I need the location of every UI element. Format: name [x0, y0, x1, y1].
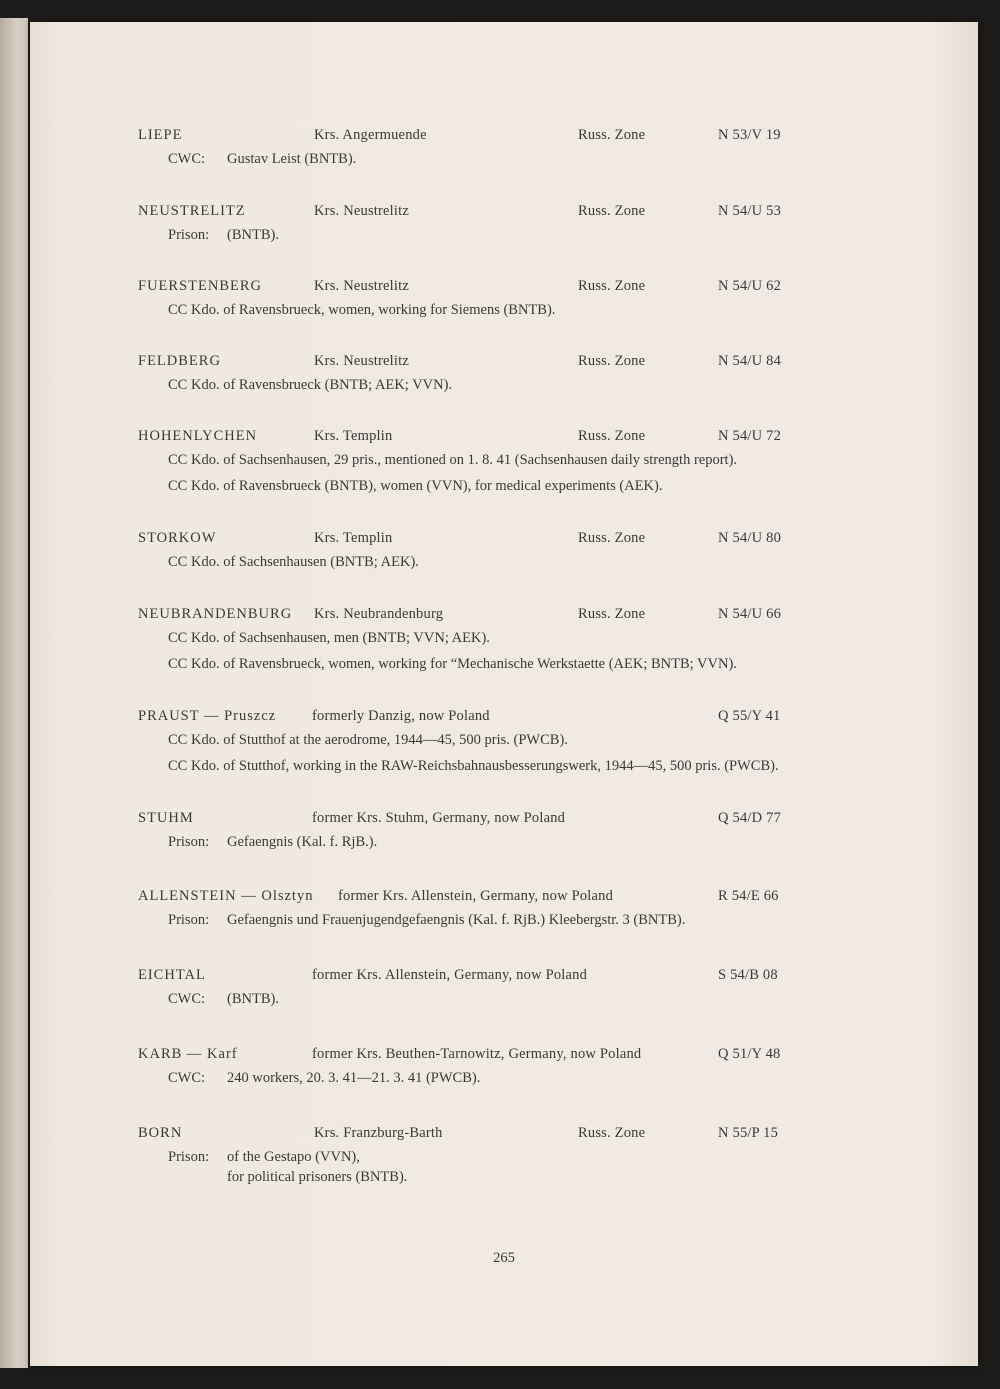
entry-detail-text: CC Kdo. of Stutthof, working in the RAW-Reichsbahnausbesserungswerk, 1944—45, 500 pris. (PWCB).: [168, 758, 779, 774]
entry-detail-text: CC Kdo. of Ravensbrueck (BNTB; AEK; VVN).: [168, 377, 453, 393]
entry-zone: Russ. Zone: [578, 1125, 646, 1141]
entry-district: Krs. Angermuende: [314, 127, 427, 143]
entry-grid-ref: N 54/U 80: [718, 530, 782, 546]
page-number: 265: [493, 1250, 515, 1266]
entry-detail-text: CC Kdo. of Ravensbrueck (BNTB), women (VVN), for medical experiments (AEK).: [168, 478, 663, 494]
entry-detail-label: CWC:: [168, 151, 206, 167]
entry-liepe: [30, 127, 978, 177]
entry-name: ALLENSTEIN — Olsztyn: [138, 888, 314, 904]
entry-grid-ref: N 54/U 53: [718, 203, 782, 219]
entry-grid-ref: N 54/U 62: [718, 278, 782, 294]
entry-fuerstenberg: [30, 278, 978, 328]
entry-district: Krs. Templin: [314, 428, 393, 444]
entry-zone: Russ. Zone: [578, 353, 646, 369]
entry-detail-text: CC Kdo. of Sachsenhausen, 29 pris., mentioned on 1. 8. 41 (Sachsenhausen daily strength report).: [168, 452, 738, 468]
entry-detail-label: Prison:: [168, 227, 210, 243]
entry-district: formerly Danzig, now Poland: [312, 708, 490, 724]
entry-name: NEUSTRELITZ: [138, 203, 246, 219]
entry-allenstein: [30, 888, 978, 938]
entry-grid-ref: N 54/U 72: [718, 428, 782, 444]
entry-detail-label: Prison:: [168, 1149, 210, 1165]
entry-detail-label: CWC:: [168, 991, 206, 1007]
entry-grid-ref: S 54/B 08: [718, 967, 778, 983]
entry-detail-text: Gefaengnis (Kal. f. RjB.).: [227, 834, 378, 850]
entry-grid-ref: N 54/U 84: [718, 353, 782, 369]
entry-name: LIEPE: [138, 127, 183, 143]
entry-zone: Russ. Zone: [578, 127, 646, 143]
entry-detail-text: 240 workers, 20. 3. 41—21. 3. 41 (PWCB).: [227, 1070, 481, 1086]
entry-praust: [30, 708, 978, 784]
entry-born: [30, 1125, 978, 1195]
entry-name: BORN: [138, 1125, 183, 1141]
entry-neustrelitz: [30, 203, 978, 253]
entry-grid-ref: Q 51/Y 48: [718, 1046, 781, 1062]
entry-grid-ref: Q 54/D 77: [718, 810, 782, 826]
entry-grid-ref: Q 55/Y 41: [718, 708, 781, 724]
entry-detail-text: CC Kdo. of Sachsenhausen, men (BNTB; VVN; AEK).: [168, 630, 490, 646]
entry-detail-text: Gefaengnis und Frauenjugendgefaengnis (Kal. f. RjB.) Kleebergstr. 3 (BNTB).: [227, 912, 686, 928]
entry-district: Krs. Franzburg-Barth: [314, 1125, 443, 1141]
entry-zone: Russ. Zone: [578, 606, 646, 622]
entry-name: FUERSTENBERG: [138, 278, 262, 294]
entry-name: HOHENLYCHEN: [138, 428, 258, 444]
entry-district: Krs. Neubrandenburg: [314, 606, 444, 622]
entry-name: STORKOW: [138, 530, 217, 546]
entry-zone: Russ. Zone: [578, 278, 646, 294]
entry-zone: Russ. Zone: [578, 530, 646, 546]
entry-district: Krs. Neustrelitz: [314, 203, 410, 219]
adjacent-page-edge: [0, 18, 28, 1368]
entry-karb: [30, 1046, 978, 1096]
entry-detail-label: CWC:: [168, 1070, 206, 1086]
entry-zone: Russ. Zone: [578, 203, 646, 219]
entry-grid-ref: N 53/V 19: [718, 127, 781, 143]
entry-grid-ref: N 55/P 15: [718, 1125, 779, 1141]
entry-name: EICHTAL: [138, 967, 206, 983]
entry-detail-label: Prison:: [168, 834, 210, 850]
entry-detail-text: CC Kdo. of Sachsenhausen (BNTB; AEK).: [168, 554, 419, 570]
entry-name: FELDBERG: [138, 353, 221, 369]
entry-zone: Russ. Zone: [578, 428, 646, 444]
entry-district: Krs. Templin: [314, 530, 393, 546]
entry-neubrandenburg: [30, 606, 978, 682]
entry-name: KARB — Karf: [138, 1046, 238, 1062]
entry-stuhm: [30, 810, 978, 860]
entry-detail-text: for political prisoners (BNTB).: [227, 1169, 408, 1185]
entry-hohenlychen: [30, 428, 978, 504]
entry-district: Krs. Neustrelitz: [314, 353, 410, 369]
entry-detail-label: Prison:: [168, 912, 210, 928]
entry-detail-text: CC Kdo. of Stutthof at the aerodrome, 1944—45, 500 pris. (PWCB).: [168, 732, 568, 748]
entry-district: former Krs. Allenstein, Germany, now Poland: [312, 967, 588, 983]
entry-eichtal: [30, 967, 978, 1017]
entry-name: NEUBRANDENBURG: [138, 606, 293, 622]
entry-detail-text: (BNTB).: [227, 991, 279, 1007]
entry-district: former Krs. Allenstein, Germany, now Poland: [338, 888, 614, 904]
entry-grid-ref: R 54/E 66: [718, 888, 779, 904]
entry-district: former Krs. Stuhm, Germany, now Poland: [312, 810, 566, 826]
entry-detail-text: (BNTB).: [227, 227, 279, 243]
entry-name: PRAUST — Pruszcz: [138, 708, 277, 724]
entry-grid-ref: N 54/U 66: [718, 606, 782, 622]
entry-feldberg: [30, 353, 978, 403]
entry-name: STUHM: [138, 810, 194, 826]
entry-detail-text: CC Kdo. of Ravensbrueck, women, working for Siemens (BNTB).: [168, 302, 556, 318]
entry-detail-text: Gustav Leist (BNTB).: [227, 151, 357, 167]
entry-storkow: [30, 530, 978, 580]
entry-district: former Krs. Beuthen-Tarnowitz, Germany, now Poland: [312, 1046, 642, 1062]
entry-detail-text: CC Kdo. of Ravensbrueck, women, working for “Mechanische Werkstaette (AEK; BNTB; VVN).: [168, 656, 737, 672]
entry-district: Krs. Neustrelitz: [314, 278, 410, 294]
book-page: [30, 22, 978, 1366]
entry-detail-text: of the Gestapo (VVN),: [227, 1149, 360, 1165]
